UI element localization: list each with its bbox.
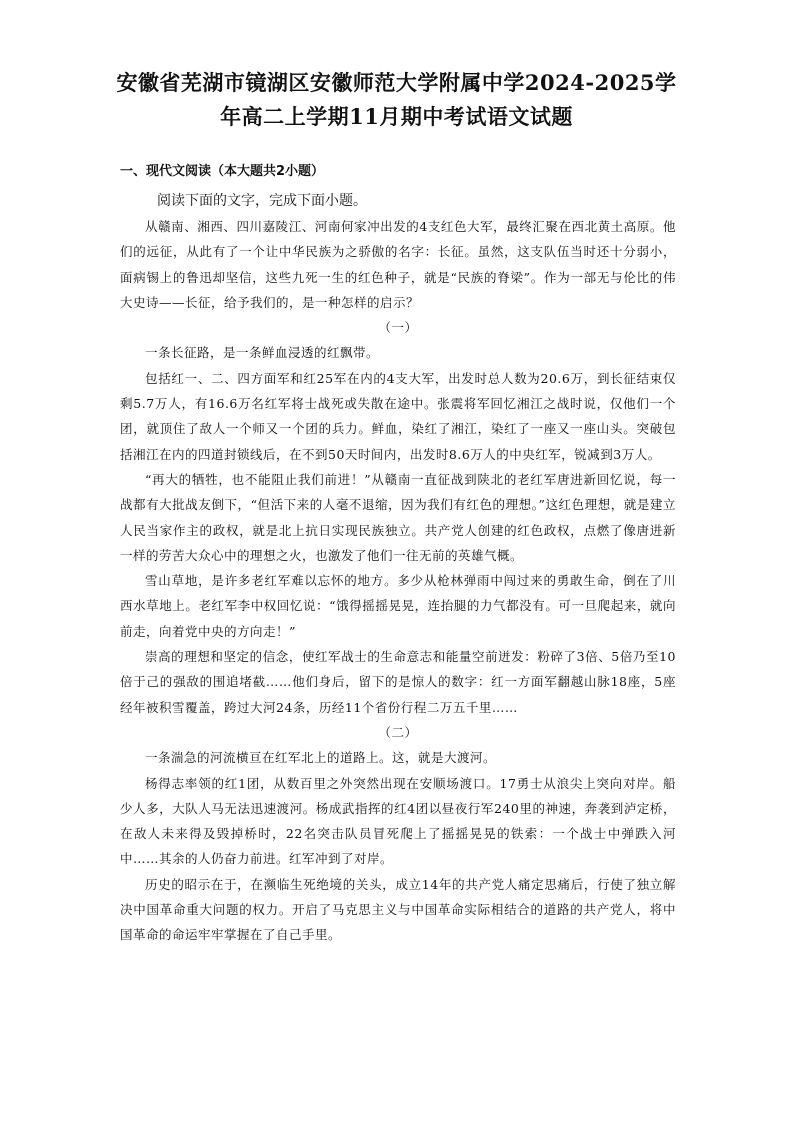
subheading-2: （二） — [378, 724, 418, 740]
paragraph: “再大的牺牲，也不能阻止我们前进！”从赣南一直征战到陕北的老红军唐进新回忆说，每一战都有大批战友倒下，“但活下来的人毫不退缩，因为我们有红色的理想。”这红色理想，就是建立人民当家作主的政权，就是北上抗日实现民族独立。共产党人创建的红色政权，点燃了像唐进新一样的劳苦大众心中的理想之火，也激发了他们一往无前的英雄气概。 — [120, 471, 676, 563]
paragraph: 雪山草地，是许多老红军难以忘怀的地方。多少从枪林弹雨中闯过来的勇敢生命，倒在了川西水草地上。老红军李中权回忆说：“饿得摇摇晃晃，连抬腿的力气都没有。可一旦爬起来，就向前走，向着党中央的方向走！” — [120, 573, 676, 639]
title-line-2: 年高二上学期11月期中考试语文试题 — [220, 104, 573, 129]
paragraph: 包括红一、二、四方面军和红25军在内的4支大军，出发时总人数为20.6万，到长征结束仅剩5.7万人，有16.6万名红军将士战死或失散在途中。张震将军回忆湘江之战时说，仅他们一个团，就顶住了敌人一个师又一个团的兵力。鲜血，染红了湘江，染红了一座又一座山头。突破包括湘江在内的四道封锁线后，在不到50天时间内，出发时8.6万人的中央红军，锐减到3万人。 — [120, 370, 676, 462]
paragraph: 杨得志率领的红1团，从数百里之外突然出现在安顺场渡口。17勇士从浪尖上突向对岸。船少人多，大队人马无法迅速渡河。杨成武指挥的红4团以昼夜行军240里的神速，奔袭到泸定桥，在敌人未来得及毁掉桥时，22名突击队员冒死爬上了摇摇晃晃的铁索：一个战士中弹跌入河中……其余的人仍奋力前进。红军冲到了对岸。 — [120, 775, 676, 867]
title-line-1: 安徽省芜湖市镜湖区安徽师范大学附属中学2024-2025学 — [116, 70, 677, 95]
document-title — [110, 66, 683, 134]
paragraph: 崇高的理想和坚定的信念，使红军战士的生命意志和能量空前迸发：粉碎了3倍、5倍乃至10倍于己的强敌的围追堵截……他们身后，留下的是惊人的数字：红一方面军翻越山脉18座，5座经年被积雪覆盖，跨过大河24条，历经11个省份行程二万五千里…… — [120, 649, 676, 715]
paragraph: 一条长征路，是一条鲜血浸透的红飘带。 — [145, 345, 380, 361]
paragraph-intro: 从赣南、湘西、四川嘉陵江、河南何家冲出发的4支红色大军，最终汇聚在西北黄土高原。他们的远征，从此有了一个让中华民族为之骄傲的名字：长征。虽然，这支队伍当时还十分弱小，面病锡上的鲁迅却坚信，这些九死一生的红色种子，就是“民族的脊梁”。作为一部无与伦比的伟大史诗——长征，给予我们的，是一种怎样的启示？ — [120, 219, 676, 310]
passage-body — [120, 214, 676, 948]
section-heading: 一、现代文阅读（本大题共2小题） — [120, 164, 325, 179]
reading-instruction: 阅读下面的文字，完成下面小题。 — [157, 193, 367, 209]
paragraph: 历史的昭示在于，在濒临生死绝境的关头，成立14年的共产党人痛定思痛后，行使了独立解决中国革命重大问题的权力。开启了马克思主义与中国革命实际相结合的道路的共产党人，将中国革命的命运牢牢掌握在了自己手里。 — [120, 876, 676, 943]
subheading-1: （一） — [378, 320, 418, 336]
paragraph: 一条湍急的河流横亘在红军北上的道路上。这，就是大渡河。 — [145, 750, 497, 766]
